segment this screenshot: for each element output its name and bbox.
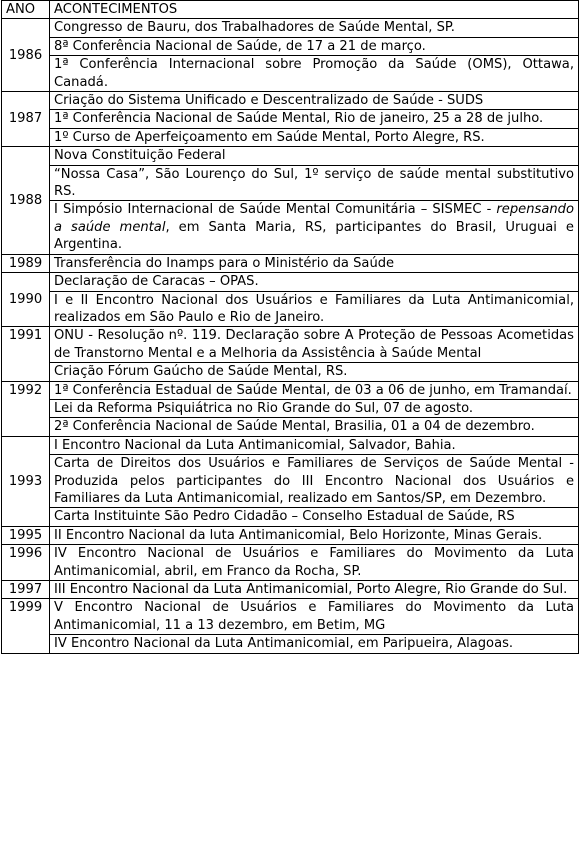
year-cell: 1986 xyxy=(2,19,50,92)
event-text-italic: repensando a saúde mental xyxy=(54,202,574,235)
table-row xyxy=(2,508,579,526)
table-row xyxy=(2,418,579,436)
event-cell: Nova Constituição Federal xyxy=(50,147,579,165)
event-cell: “Nossa Casa”, São Lourenço do Sul, 1º serviço de saúde mental substitutivo RS. xyxy=(50,165,579,201)
year-cell: 1995 xyxy=(2,526,50,544)
timeline-table xyxy=(1,0,579,654)
table-row xyxy=(2,165,579,201)
table-row xyxy=(2,19,579,37)
year-cell: 1993 xyxy=(2,436,50,526)
events-column-header: ACONTECIMENTOS xyxy=(50,1,579,19)
year-cell: 1987 xyxy=(2,92,50,147)
table-row xyxy=(2,581,579,599)
table-row xyxy=(2,526,579,544)
table-row xyxy=(2,92,579,110)
event-cell xyxy=(50,201,579,254)
table-row xyxy=(2,436,579,454)
table-row xyxy=(2,399,579,417)
table-row xyxy=(2,291,579,327)
table-row xyxy=(2,37,579,55)
table-row xyxy=(2,635,579,653)
event-cell: IV Encontro Nacional da Luta Antimanicomial, em Paripueira, Alagoas. xyxy=(50,635,579,653)
event-text: , em Santa Maria, RS, participantes do Brasil, Uruguai e Argentina. xyxy=(54,219,574,253)
year-cell: 1991 xyxy=(2,327,50,381)
event-cell: III Encontro Nacional da Luta Antimanicomial, Porto Alegre, Rio Grande do Sul. xyxy=(50,581,579,599)
event-text: I Simpósio Internacional de Saúde Mental Comunitária – SISMEC - xyxy=(54,202,497,218)
event-cell: 1ª Conferência Internacional sobre Promoção da Saúde (OMS), Ottawa, Canadá. xyxy=(50,56,579,92)
year-cell: 1990 xyxy=(2,273,50,327)
table-row xyxy=(2,201,579,254)
event-cell: ONU - Resolução nº. 119. Declaração sobre A Proteção de Pessoas Acometidas de Transtorno Mental e a Melhoria da Assistência à Saúde Mental xyxy=(50,327,579,363)
year-cell: 1997 xyxy=(2,581,50,599)
table-row xyxy=(2,327,579,363)
table-row xyxy=(2,110,579,128)
event-cell: Declaração de Caracas – OPAS. xyxy=(50,273,579,291)
header-row xyxy=(2,1,579,19)
event-cell: 8ª Conferência Nacional de Saúde, de 17 a 21 de março. xyxy=(50,37,579,55)
table-row xyxy=(2,56,579,92)
event-cell: Criação do Sistema Unificado e Descentralizado de Saúde - SUDS xyxy=(50,92,579,110)
year-cell: 1999 xyxy=(2,599,50,653)
event-cell: Criação Fórum Gaúcho de Saúde Mental, RS. xyxy=(50,363,579,381)
event-cell: 1º Curso de Aperfeiçoamento em Saúde Mental, Porto Alegre, RS. xyxy=(50,128,579,146)
event-cell: Transferência do Inamps para o Ministério da Saúde xyxy=(50,254,579,272)
table-row xyxy=(2,254,579,272)
table-row xyxy=(2,363,579,381)
event-cell: Congresso de Bauru, dos Trabalhadores de Saúde Mental, SP. xyxy=(50,19,579,37)
table-row xyxy=(2,147,579,165)
table-row xyxy=(2,128,579,146)
table-row xyxy=(2,545,579,581)
year-cell: 1992 xyxy=(2,381,50,436)
event-cell: IV Encontro Nacional de Usuários e Familiares do Movimento da Luta Antimanicomial, abril, em Franco da Rocha, SP. xyxy=(50,545,579,581)
event-cell: I Encontro Nacional da Luta Antimanicomial, Salvador, Bahia. xyxy=(50,436,579,454)
table-row xyxy=(2,273,579,291)
event-cell: Carta Instituinte São Pedro Cidadão – Conselho Estadual de Saúde, RS xyxy=(50,508,579,526)
event-cell: 1ª Conferência Nacional de Saúde Mental, Rio de janeiro, 25 a 28 de julho. xyxy=(50,110,579,128)
year-cell: 1996 xyxy=(2,545,50,581)
event-cell: V Encontro Nacional de Usuários e Familiares do Movimento da Luta Antimanicomial, 11 a 13 dezembro, em Betim, MG xyxy=(50,599,579,635)
event-cell: Carta de Direitos dos Usuários e Familiares de Serviços de Saúde Mental - Produzida pelos participantes do III Encontro Nacional dos Usuários e Familiares da Luta Antimanicomial, realizado em Santos/SP, em Dezembro. xyxy=(50,455,579,508)
event-cell: 2ª Conferência Nacional de Saúde Mental, Brasilia, 01 a 04 de dezembro. xyxy=(50,418,579,436)
table-row xyxy=(2,455,579,508)
year-column-header: ANO xyxy=(2,1,50,19)
year-cell: 1989 xyxy=(2,254,50,272)
event-cell: II Encontro Nacional da luta Antimanicomial, Belo Horizonte, Minas Gerais. xyxy=(50,526,579,544)
table-row xyxy=(2,599,579,635)
table-row xyxy=(2,381,579,399)
event-cell: I e II Encontro Nacional dos Usuários e Familiares da Luta Antimanicomial, realizados em São Paulo e Rio de Janeiro. xyxy=(50,291,579,327)
year-cell: 1988 xyxy=(2,147,50,254)
event-cell: Lei da Reforma Psiquiátrica no Rio Grande do Sul, 07 de agosto. xyxy=(50,399,579,417)
event-cell: 1ª Conferência Estadual de Saúde Mental, de 03 a 06 de junho, em Tramandaí. xyxy=(50,381,579,399)
